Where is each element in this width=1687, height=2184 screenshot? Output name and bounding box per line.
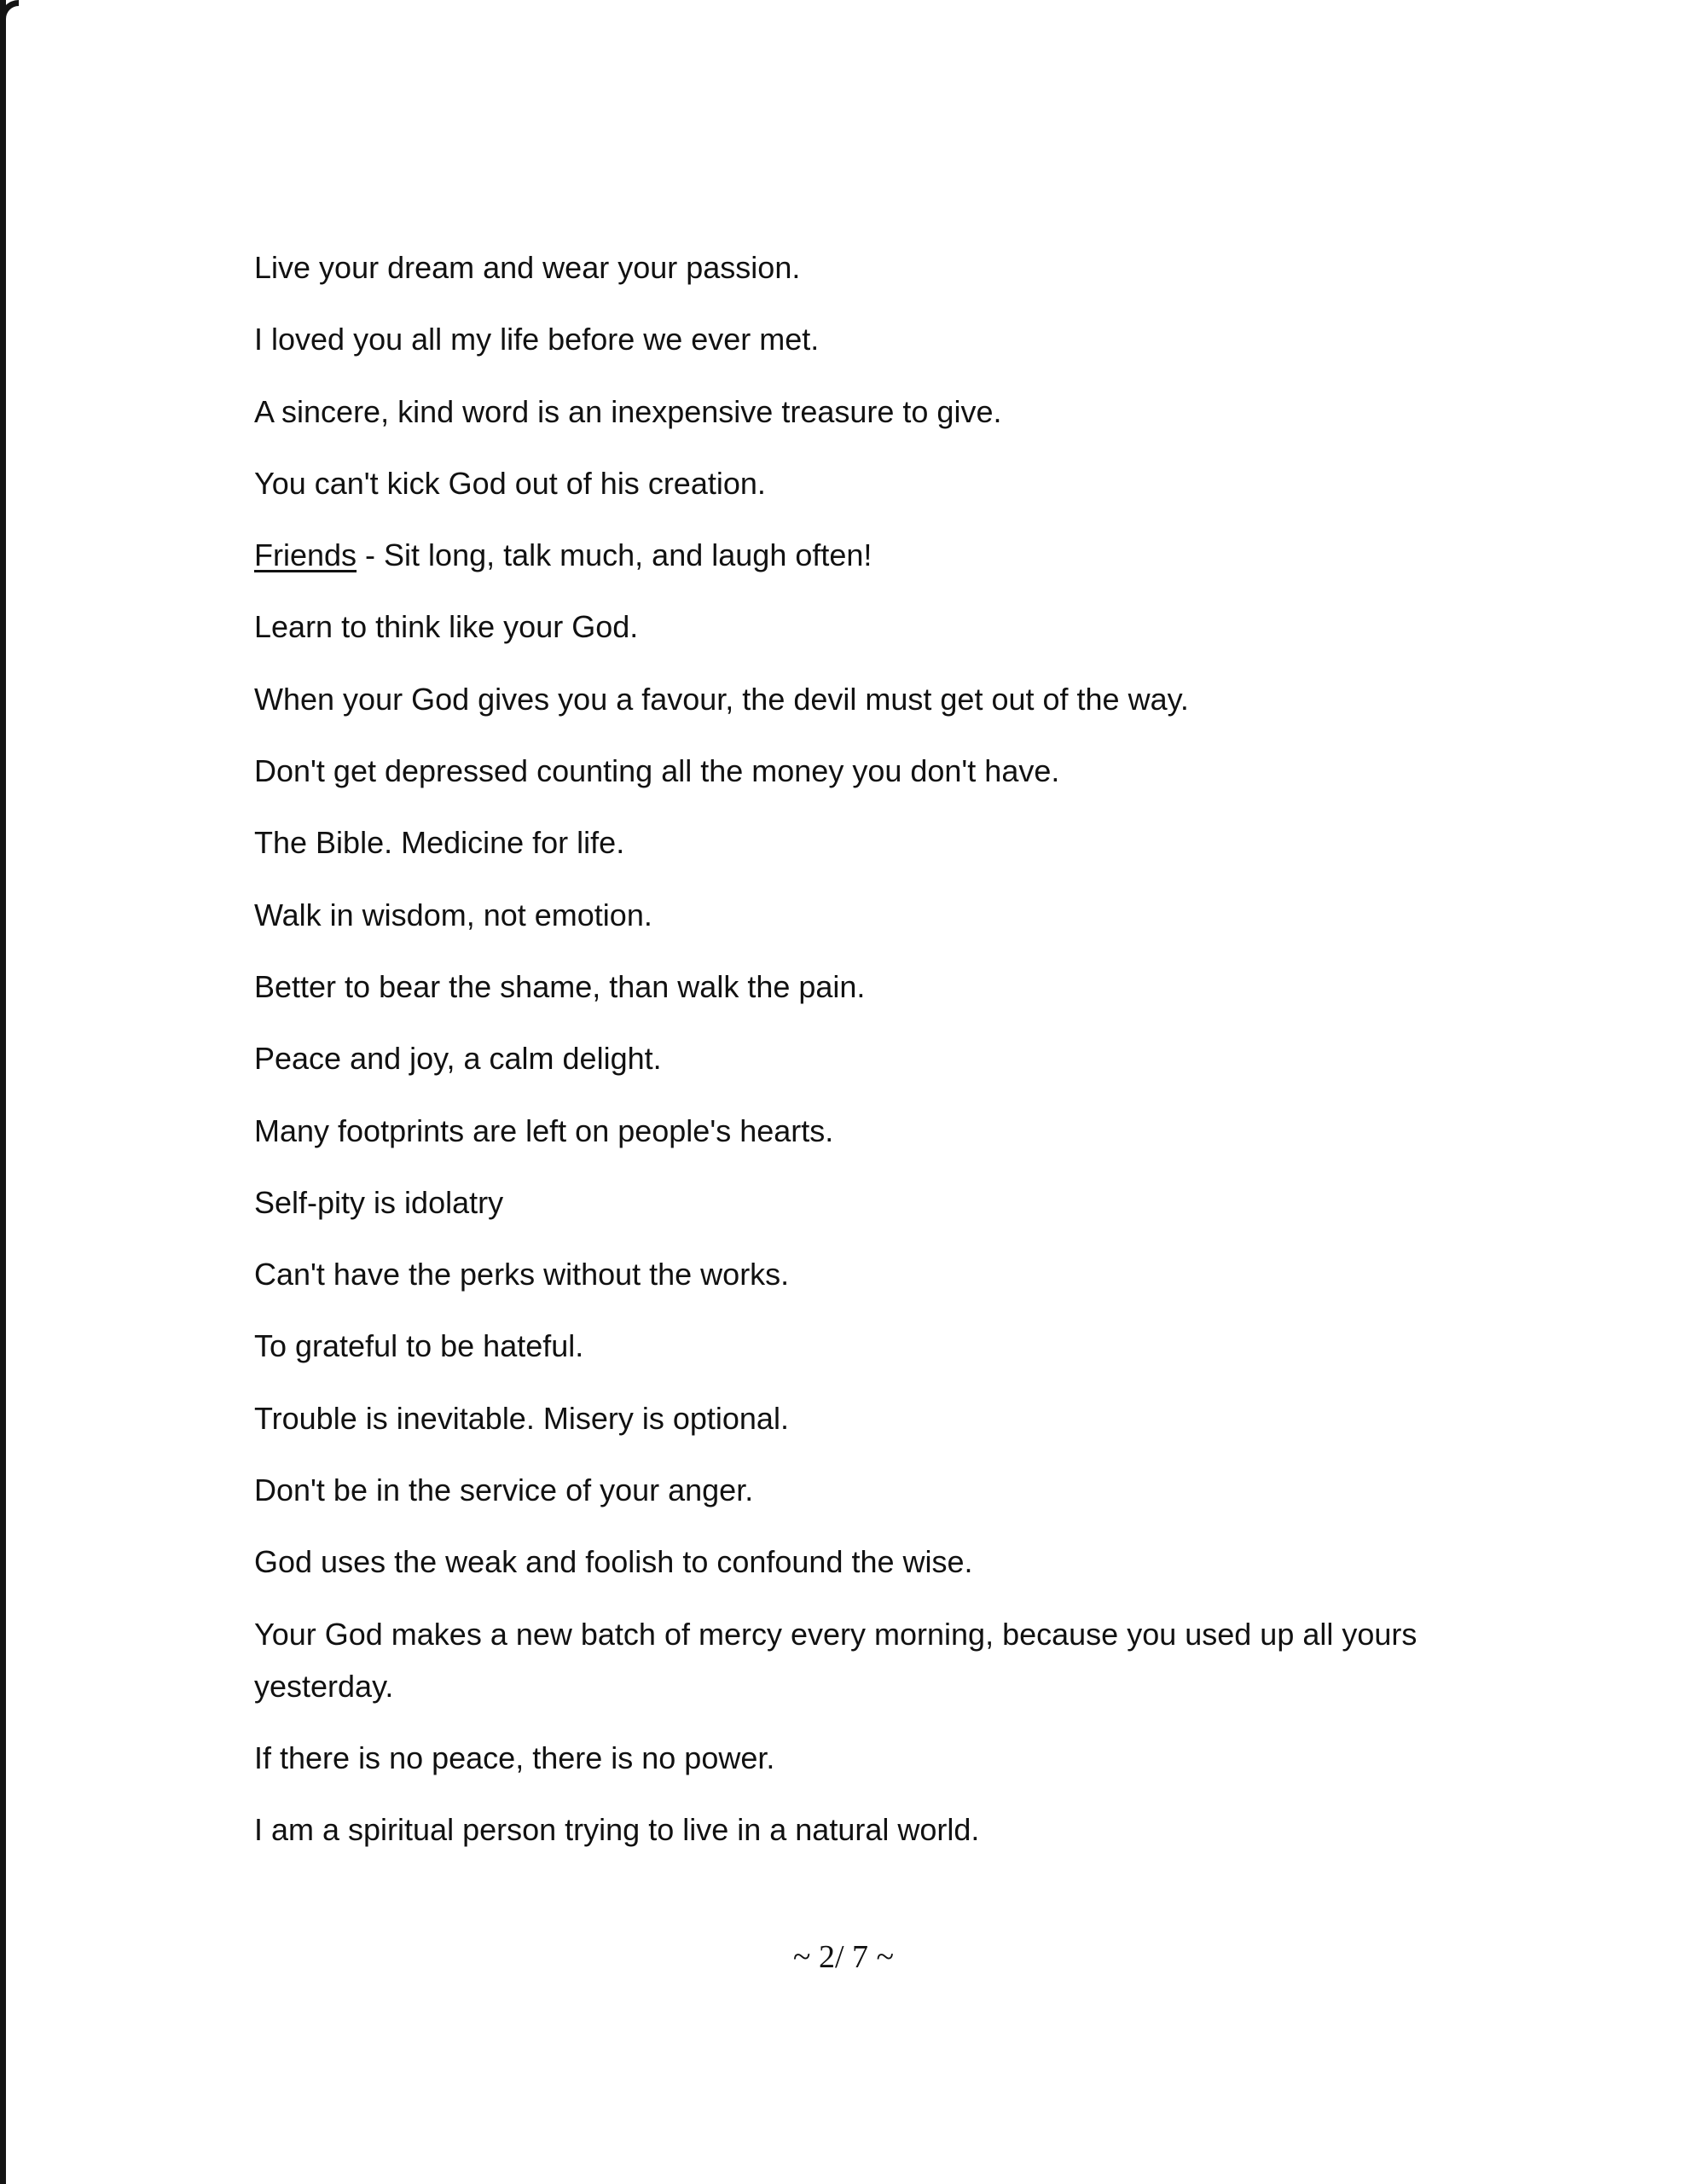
quote-item: Walk in wisdom, not emotion. <box>254 897 652 932</box>
scan-edge <box>0 0 6 2184</box>
quote-item: Live your dream and wear your passion. <box>254 250 801 285</box>
quote-item: Many footprints are left on people's hearts. <box>254 1112 834 1148</box>
quote-item: To grateful to be hateful. <box>254 1328 584 1364</box>
quote-item: Don't get depressed counting all the money you don't have. <box>254 753 1060 789</box>
quote-item: Self-pity is idolatry <box>254 1184 504 1220</box>
quote-item: I loved you all my life before we ever met. <box>254 322 820 357</box>
quote-item: Peace and joy, a calm delight. <box>254 1041 662 1077</box>
quote-item: Your God makes a new batch of mercy every morning, because you used up all yours yesterday. <box>254 1616 1417 1704</box>
friends-quote-text: Sit long, talk much, and laugh often! <box>384 537 872 573</box>
quote-item: God uses the weak and foolish to confound the wise. <box>254 1544 973 1580</box>
quote-item: Can't have the perks without the works. <box>254 1257 790 1292</box>
quote-item: Learn to think like your God. <box>254 609 639 645</box>
friends-separator: - <box>357 537 385 573</box>
quote-item: The Bible. Medicine for life. <box>254 825 625 861</box>
quote-list <box>254 241 1465 1876</box>
page-number: ~ 2/ 7 ~ <box>792 1939 895 1975</box>
quote-item: If there is no peace, there is no power. <box>254 1740 775 1775</box>
quote-item: Don't be in the service of your anger. <box>254 1472 754 1508</box>
quote-item: Better to bear the shame, than walk the pain. <box>254 968 866 1004</box>
friends-term: Friends <box>254 537 357 573</box>
quote-item: A sincere, kind word is an inexpensive treasure to give. <box>254 393 1002 429</box>
quote-item-friends <box>254 529 1465 581</box>
quote-item: Trouble is inevitable. Misery is optional. <box>254 1400 789 1436</box>
quote-item: I am a spiritual person trying to live in a natural world. <box>254 1812 980 1848</box>
quote-item: You can't kick God out of his creation. <box>254 465 766 501</box>
quote-item: When your God gives you a favour, the devil must get out of the way. <box>254 681 1189 717</box>
